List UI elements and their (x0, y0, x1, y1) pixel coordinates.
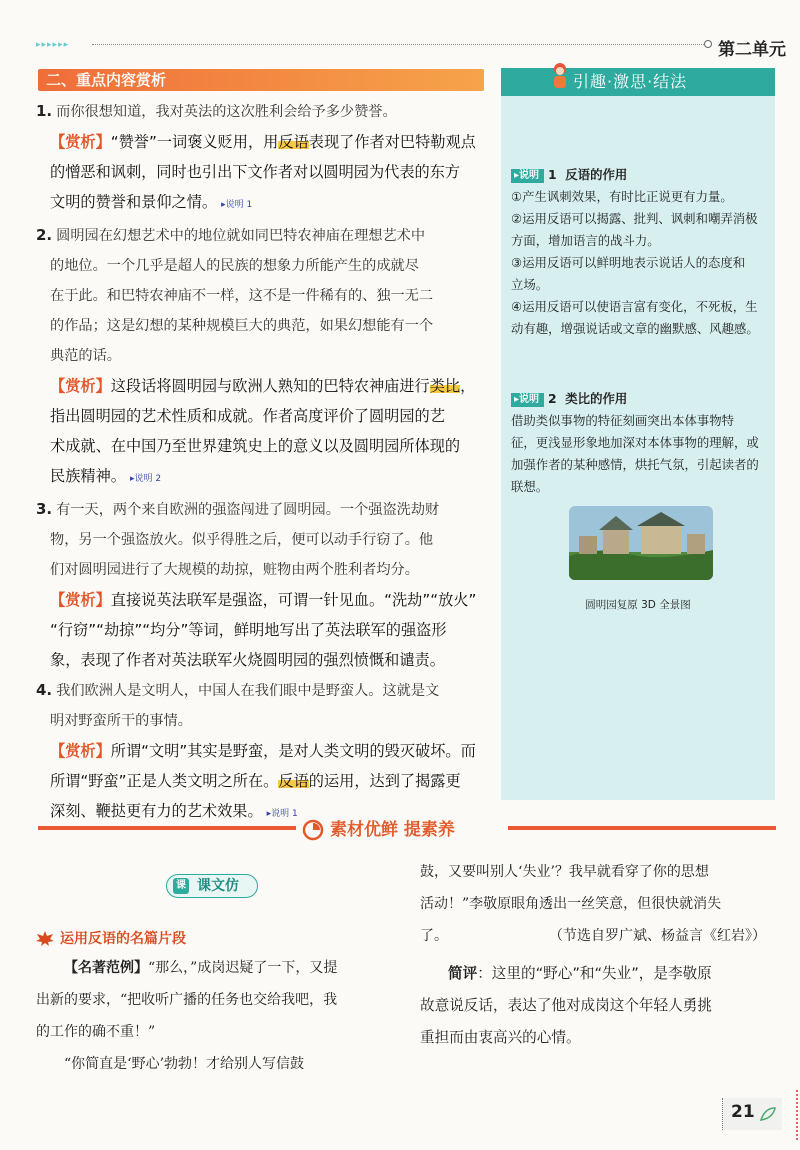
page-number-box (722, 1098, 782, 1130)
analysis-text: “赞誉”一词褒义贬用，用 (110, 133, 279, 151)
swirl-icon (302, 819, 324, 841)
image-caption: 圆明园复原 3D 全景图 (585, 599, 691, 611)
source-citation: （节选自罗广斌、杨益言《红岩》） (549, 928, 766, 944)
quote-line: 物，另一个强盗放火。似乎得胜之后，便可以动手行窃了。他 (50, 532, 434, 548)
note-line: 立场。 (511, 277, 549, 292)
analysis-tag: 【赏析】 (50, 377, 111, 395)
analysis-tag: 【赏析】 (50, 133, 111, 151)
girl-figure-icon (549, 62, 571, 92)
analysis-text: ， (460, 377, 476, 395)
excerpt-line: 活动！”李敬原眼角透出一丝笑意，但很快就消失 (420, 896, 722, 912)
highlight-term: 反语 (278, 772, 309, 790)
item-number: 4. (36, 681, 53, 699)
excerpt-line: 出新的要求，“把收听广播的任务也交给我吧，我 (36, 992, 338, 1008)
analysis-text: 象，表现了作者对英法联军火烧圆明园的强烈愤慨和谴责。 (50, 651, 445, 669)
band-heading (302, 815, 520, 841)
example-label: 【名著范例】 (64, 960, 148, 976)
note-badge: ▸说明 (511, 169, 544, 183)
quote-line: 明对野蛮所干的事情。 (50, 713, 192, 729)
quote-line: 有一天，两个来自欧洲的强盗闯进了圆明园。一个强盗洗劫财 (56, 502, 440, 518)
excerpt-right (420, 856, 780, 1054)
yuanmingyuan-3d-image (569, 506, 713, 580)
highlight-term: 类比 (429, 377, 461, 395)
analysis-text: “行窃”“劫掠”“均分”等词，鲜明地写出了英法联军的强盗形 (50, 621, 447, 639)
excerpt-line: “那么，”成岗迟疑了一下，又提 (148, 960, 338, 976)
comment-line: ：这里的“野心”和“失业”，是李敬原 (477, 965, 712, 982)
band-rule-right (508, 826, 776, 830)
item-3 (36, 494, 488, 675)
analysis-text: 深刻、鞭挞更有力的艺术效果。 (50, 802, 263, 820)
analysis-text: 这段话将圆明园与欧洲人熟知的巴特农神庙进行 (110, 377, 430, 395)
quote-line: 典范的话。 (50, 348, 121, 364)
item-2 (36, 220, 488, 494)
analysis (36, 127, 488, 220)
quote-line: 我们欧洲人是文明人，中国人在我们眼中是野蛮人。这就是文 (56, 683, 440, 699)
header-circle (704, 40, 712, 48)
note-line: 借助类似事物的特征刻画突出本体事物特 (511, 413, 735, 428)
sidebar (501, 68, 775, 800)
analysis-text: 所谓“野蛮”正是人类文明之所在。 (50, 772, 279, 790)
quote-line: 的作品；这是幻想的某种规模巨大的典范，如果幻想能有一个 (50, 318, 434, 334)
analysis-text: 所谓“文明”其实是野蛮，是对人类文明的毁灭破坏。而 (110, 742, 476, 760)
item-1 (36, 96, 488, 220)
header-rule (92, 44, 706, 45)
comment-line: 重担而由衷高兴的心情。 (420, 1029, 581, 1046)
analysis (36, 371, 488, 494)
note-line: 方面，增加语言的战斗力。 (511, 233, 660, 248)
lesson-heading (36, 928, 186, 948)
note-2 (511, 388, 769, 498)
unit-title: 第二单元 (718, 40, 786, 60)
note-line: 征，更浅显形象地加深对本体事物的理解，或 (511, 435, 759, 450)
quote-line: 在于此。和巴特农神庙不一样，这不是一件稀有的、独一无二 (50, 288, 434, 304)
analysis-tag: 【赏析】 (50, 742, 111, 760)
header-decor: ▸▸▸▸▸▸ (36, 40, 70, 50)
note-title: 反语的作用 (565, 167, 628, 182)
note-line: ③运用反语可以鲜明地表示说话人的态度和 (511, 255, 746, 270)
analysis-text: 直接说英法联军是强盗，可谓一针见血。“洗劫”“放火” (110, 591, 477, 609)
section-title: 二、重点内容赏析 (46, 71, 167, 89)
quote-line: 们对圆明园进行了大规模的劫掠，赃物由两个胜利者均分。 (50, 562, 419, 578)
quote-line: 的地位。一个几乎是超人的民族的想象力所能产生的成就尽 (50, 258, 419, 274)
excerpt-line: 鼓，又要叫别人‘失业’？我早就看穿了你的思想 (420, 864, 709, 880)
note-1 (511, 164, 769, 340)
sidebar-title: 引趣·激思·结法 (573, 72, 688, 91)
note-line: ④运用反语可以使语言富有变化，不死板，生 (511, 299, 758, 314)
section-heading (38, 69, 484, 91)
note-line: ②运用反语可以揭露、批判、讽刺和嘲弄消极 (511, 211, 758, 226)
item-4 (36, 675, 488, 829)
note-line: ①产生讽刺效果，有时比正说更有力量。 (511, 189, 733, 204)
note-badge: ▸说明 (511, 393, 544, 407)
quote-line: 圆明园在幻想艺术中的地位就如同巴特农神庙在理想艺术中 (56, 228, 426, 244)
excerpt-left (36, 952, 416, 1080)
note-link[interactable]: ▸说明 1 (221, 200, 253, 210)
band-rule-left (38, 826, 296, 830)
analysis-text: 指出圆明园的艺术性质和成就。作者高度评价了圆明园的艺 (50, 407, 445, 425)
note-line: 联想。 (511, 479, 549, 494)
note-number: 1 (548, 167, 557, 182)
item-number: 2. (36, 226, 53, 244)
excerpt-line: “你简直是‘野心’勃勃！才给别人写信鼓 (64, 1056, 305, 1072)
highlight-term: 反语 (278, 133, 309, 151)
analysis (36, 585, 488, 675)
analysis-text: 的运用，达到了揭露更 (308, 772, 461, 790)
comment-label: 简评 (448, 965, 478, 982)
maple-leaf-icon (36, 931, 54, 947)
note-title: 类比的作用 (565, 391, 628, 406)
excerpt-line: 了。 (420, 928, 448, 944)
analysis-text: 术成就、在中国乃至世界建筑史上的意义以及圆明园所体现的 (50, 437, 461, 455)
lesson-tag (166, 874, 258, 898)
item-number: 3. (36, 500, 53, 518)
corner-decor (780, 1090, 798, 1140)
analysis-tag: 【赏析】 (50, 591, 111, 609)
analysis-text: 表现了作者对巴特勒观点 (308, 133, 476, 151)
note-link[interactable]: ▸说明 1 (266, 809, 298, 819)
note-number: 2 (548, 391, 557, 406)
comment-line: 故意说反话，表达了他对成岗这个年轻人勇挑 (420, 997, 712, 1014)
page-number: 21 (731, 1102, 755, 1122)
note-line: 加强作者的某种感情，烘托气氛，引起读者的 (511, 457, 759, 472)
note-link[interactable]: ▸说明 2 (129, 474, 162, 484)
item-number: 1. (36, 102, 53, 120)
quote-line: 而你很想知道，我对英法的这次胜利会给予多少赞誉。 (56, 104, 397, 120)
note-line: 动有趣，增强说话或文章的幽默感、风趣感。 (511, 321, 759, 336)
analysis-text: 的憎恶和讽刺，同时也引出下文作者对以圆明园为代表的东方 (50, 163, 461, 181)
main-column (36, 96, 488, 829)
leaf-doodle-icon (759, 1106, 777, 1122)
excerpt-line: 的工作的确不重！” (36, 1024, 156, 1040)
book-icon: 课 (173, 878, 189, 894)
analysis-text: 文明的赞誉和景仰之情。 (50, 193, 218, 211)
sidebar-header (501, 68, 775, 96)
band-title: 素材优鲜 提素养 (330, 820, 455, 840)
analysis-text: 民族精神。 (50, 467, 126, 485)
lesson-heading-text: 运用反语的名篇片段 (60, 931, 186, 947)
lesson-tag-label: 课文仿 (197, 878, 239, 894)
